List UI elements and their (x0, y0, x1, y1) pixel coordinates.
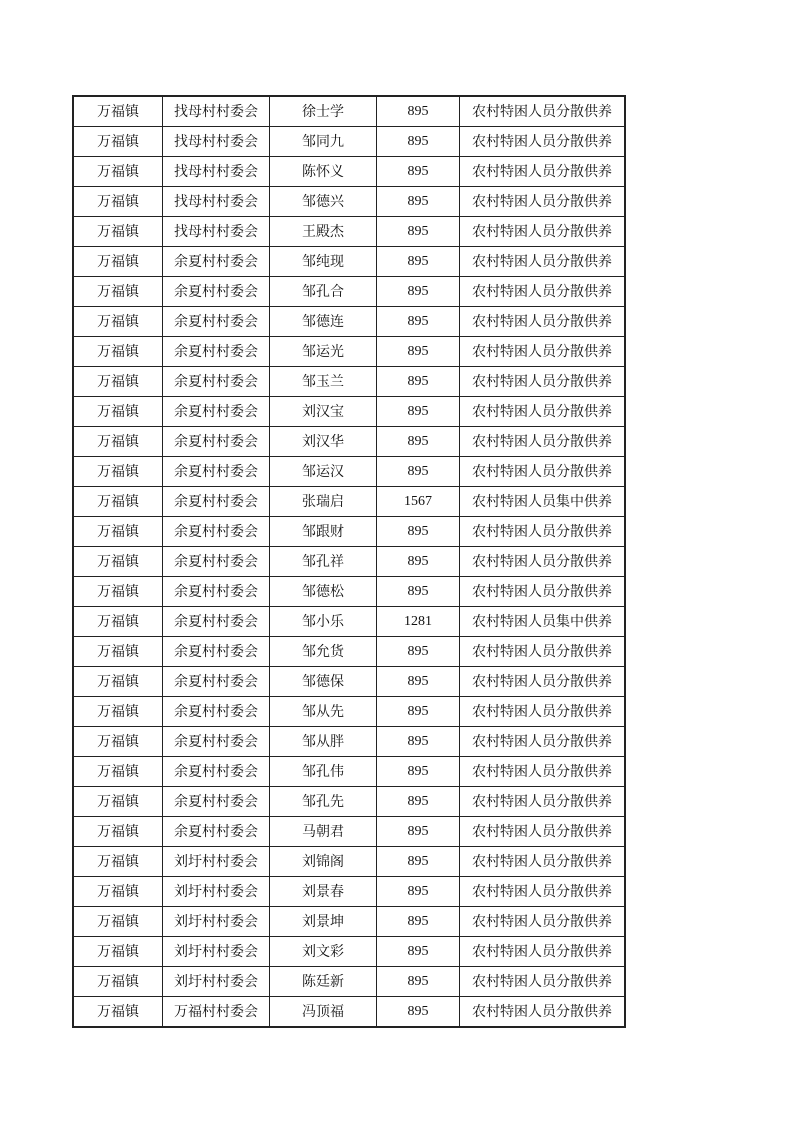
cell-village: 余夏村村委会 (163, 637, 270, 667)
cell-town: 万福镇 (73, 937, 163, 967)
cell-village: 刘圩村村委会 (163, 847, 270, 877)
cell-village: 余夏村村委会 (163, 667, 270, 697)
cell-village: 刘圩村村委会 (163, 937, 270, 967)
cell-village: 余夏村村委会 (163, 397, 270, 427)
cell-name: 刘景坤 (270, 907, 377, 937)
cell-amount: 895 (377, 247, 460, 277)
cell-amount: 895 (377, 457, 460, 487)
cell-village: 找母村村委会 (163, 127, 270, 157)
cell-amount: 895 (377, 877, 460, 907)
table-row (73, 367, 625, 397)
cell-town: 万福镇 (73, 307, 163, 337)
table-row (73, 967, 625, 997)
table-row (73, 277, 625, 307)
cell-town: 万福镇 (73, 757, 163, 787)
cell-name: 邹纯现 (270, 247, 377, 277)
cell-amount: 895 (377, 517, 460, 547)
cell-town: 万福镇 (73, 127, 163, 157)
cell-village: 余夏村村委会 (163, 457, 270, 487)
table-row (73, 907, 625, 937)
cell-name: 邹德松 (270, 577, 377, 607)
table-row (73, 667, 625, 697)
cell-village: 余夏村村委会 (163, 697, 270, 727)
cell-village: 找母村村委会 (163, 96, 270, 127)
cell-village: 余夏村村委会 (163, 427, 270, 457)
cell-type: 农村特困人员分散供养 (460, 247, 626, 277)
cell-town: 万福镇 (73, 397, 163, 427)
cell-name: 徐士学 (270, 96, 377, 127)
cell-village: 找母村村委会 (163, 187, 270, 217)
cell-village: 余夏村村委会 (163, 577, 270, 607)
cell-amount: 895 (377, 187, 460, 217)
table-row (73, 637, 625, 667)
table-row (73, 337, 625, 367)
cell-name: 邹德连 (270, 307, 377, 337)
cell-type: 农村特困人员集中供养 (460, 607, 626, 637)
table-row (73, 997, 625, 1028)
cell-town: 万福镇 (73, 157, 163, 187)
table-row (73, 247, 625, 277)
cell-town: 万福镇 (73, 667, 163, 697)
cell-town: 万福镇 (73, 817, 163, 847)
cell-village: 余夏村村委会 (163, 607, 270, 637)
cell-type: 农村特困人员分散供养 (460, 517, 626, 547)
cell-village: 余夏村村委会 (163, 817, 270, 847)
cell-type: 农村特困人员分散供养 (460, 367, 626, 397)
cell-town: 万福镇 (73, 877, 163, 907)
cell-type: 农村特困人员分散供养 (460, 457, 626, 487)
table-row (73, 127, 625, 157)
table-row (73, 607, 625, 637)
cell-town: 万福镇 (73, 217, 163, 247)
cell-town: 万福镇 (73, 697, 163, 727)
table-body (73, 96, 625, 1027)
cell-type: 农村特困人员分散供养 (460, 877, 626, 907)
cell-amount: 895 (377, 967, 460, 997)
cell-type: 农村特困人员分散供养 (460, 667, 626, 697)
cell-town: 万福镇 (73, 847, 163, 877)
cell-village: 余夏村村委会 (163, 547, 270, 577)
table-row (73, 157, 625, 187)
cell-village: 刘圩村村委会 (163, 877, 270, 907)
cell-type: 农村特困人员分散供养 (460, 397, 626, 427)
cell-amount: 895 (377, 697, 460, 727)
cell-type: 农村特困人员分散供养 (460, 637, 626, 667)
cell-type: 农村特困人员分散供养 (460, 847, 626, 877)
cell-amount: 895 (377, 757, 460, 787)
table-row (73, 96, 625, 127)
cell-type: 农村特困人员分散供养 (460, 727, 626, 757)
cell-village: 余夏村村委会 (163, 367, 270, 397)
table-row (73, 757, 625, 787)
cell-amount: 895 (377, 907, 460, 937)
cell-village: 余夏村村委会 (163, 247, 270, 277)
cell-name: 邹德兴 (270, 187, 377, 217)
cell-village: 余夏村村委会 (163, 787, 270, 817)
cell-town: 万福镇 (73, 727, 163, 757)
cell-name: 邹孔祥 (270, 547, 377, 577)
cell-name: 陈廷新 (270, 967, 377, 997)
cell-village: 余夏村村委会 (163, 517, 270, 547)
cell-type: 农村特困人员分散供养 (460, 967, 626, 997)
cell-town: 万福镇 (73, 787, 163, 817)
cell-town: 万福镇 (73, 96, 163, 127)
cell-town: 万福镇 (73, 487, 163, 517)
cell-town: 万福镇 (73, 427, 163, 457)
table-row (73, 937, 625, 967)
cell-type: 农村特困人员分散供养 (460, 907, 626, 937)
cell-type: 农村特困人员分散供养 (460, 757, 626, 787)
table-row (73, 427, 625, 457)
cell-amount: 895 (377, 787, 460, 817)
cell-name: 邹跟财 (270, 517, 377, 547)
cell-amount: 895 (377, 547, 460, 577)
cell-type: 农村特困人员分散供养 (460, 277, 626, 307)
cell-name: 马朝君 (270, 817, 377, 847)
table-row (73, 817, 625, 847)
table-row (73, 457, 625, 487)
table-row (73, 877, 625, 907)
cell-name: 张瑞启 (270, 487, 377, 517)
cell-amount: 895 (377, 157, 460, 187)
cell-type: 农村特困人员集中供养 (460, 487, 626, 517)
cell-village: 余夏村村委会 (163, 337, 270, 367)
cell-type: 农村特困人员分散供养 (460, 187, 626, 217)
cell-amount: 1567 (377, 487, 460, 517)
cell-town: 万福镇 (73, 607, 163, 637)
table-row (73, 517, 625, 547)
cell-town: 万福镇 (73, 457, 163, 487)
cell-name: 冯顶福 (270, 997, 377, 1028)
cell-type: 农村特困人员分散供养 (460, 127, 626, 157)
cell-village: 余夏村村委会 (163, 487, 270, 517)
cell-type: 农村特困人员分散供养 (460, 307, 626, 337)
cell-name: 邹从先 (270, 697, 377, 727)
cell-type: 农村特困人员分散供养 (460, 697, 626, 727)
cell-village: 余夏村村委会 (163, 307, 270, 337)
cell-type: 农村特困人员分散供养 (460, 817, 626, 847)
cell-town: 万福镇 (73, 337, 163, 367)
cell-name: 刘文彩 (270, 937, 377, 967)
table-row (73, 487, 625, 517)
beneficiary-table (72, 95, 626, 1028)
cell-type: 农村特困人员分散供养 (460, 157, 626, 187)
cell-amount: 895 (377, 127, 460, 157)
cell-amount: 895 (377, 277, 460, 307)
cell-amount: 895 (377, 307, 460, 337)
cell-town: 万福镇 (73, 247, 163, 277)
cell-type: 农村特困人员分散供养 (460, 577, 626, 607)
cell-name: 邹运汉 (270, 457, 377, 487)
cell-type: 农村特困人员分散供养 (460, 937, 626, 967)
table-row (73, 307, 625, 337)
cell-type: 农村特困人员分散供养 (460, 787, 626, 817)
cell-amount: 895 (377, 637, 460, 667)
cell-amount: 895 (377, 427, 460, 457)
cell-name: 邹小乐 (270, 607, 377, 637)
cell-name: 邹德保 (270, 667, 377, 697)
cell-amount: 895 (377, 727, 460, 757)
cell-type: 农村特困人员分散供养 (460, 547, 626, 577)
cell-town: 万福镇 (73, 637, 163, 667)
cell-village: 找母村村委会 (163, 217, 270, 247)
cell-amount: 895 (377, 367, 460, 397)
table-row (73, 547, 625, 577)
cell-name: 邹孔合 (270, 277, 377, 307)
cell-amount: 895 (377, 397, 460, 427)
cell-name: 邹从胖 (270, 727, 377, 757)
cell-amount: 895 (377, 577, 460, 607)
cell-village: 余夏村村委会 (163, 757, 270, 787)
cell-amount: 895 (377, 847, 460, 877)
cell-amount: 895 (377, 96, 460, 127)
cell-name: 邹同九 (270, 127, 377, 157)
cell-name: 刘汉华 (270, 427, 377, 457)
cell-amount: 1281 (377, 607, 460, 637)
cell-village: 刘圩村村委会 (163, 907, 270, 937)
cell-name: 邹孔伟 (270, 757, 377, 787)
cell-town: 万福镇 (73, 517, 163, 547)
cell-type: 农村特困人员分散供养 (460, 217, 626, 247)
cell-name: 邹运光 (270, 337, 377, 367)
cell-type: 农村特困人员分散供养 (460, 427, 626, 457)
cell-amount: 895 (377, 997, 460, 1028)
table-row (73, 187, 625, 217)
table-row (73, 577, 625, 607)
cell-town: 万福镇 (73, 187, 163, 217)
table-row (73, 847, 625, 877)
cell-name: 陈怀义 (270, 157, 377, 187)
cell-name: 刘汉宝 (270, 397, 377, 427)
cell-name: 邹允货 (270, 637, 377, 667)
cell-name: 邹孔先 (270, 787, 377, 817)
cell-name: 邹玉兰 (270, 367, 377, 397)
cell-name: 刘景春 (270, 877, 377, 907)
cell-town: 万福镇 (73, 367, 163, 397)
cell-type: 农村特困人员分散供养 (460, 997, 626, 1028)
cell-town: 万福镇 (73, 547, 163, 577)
cell-type: 农村特困人员分散供养 (460, 337, 626, 367)
cell-name: 王殿杰 (270, 217, 377, 247)
table-row (73, 697, 625, 727)
table-row (73, 727, 625, 757)
cell-village: 余夏村村委会 (163, 277, 270, 307)
cell-village: 万福村村委会 (163, 997, 270, 1028)
cell-amount: 895 (377, 337, 460, 367)
cell-town: 万福镇 (73, 577, 163, 607)
cell-town: 万福镇 (73, 967, 163, 997)
table-row (73, 397, 625, 427)
table-row (73, 217, 625, 247)
cell-type: 农村特困人员分散供养 (460, 96, 626, 127)
cell-town: 万福镇 (73, 277, 163, 307)
cell-amount: 895 (377, 937, 460, 967)
cell-amount: 895 (377, 817, 460, 847)
cell-amount: 895 (377, 667, 460, 697)
table-row (73, 787, 625, 817)
cell-village: 余夏村村委会 (163, 727, 270, 757)
cell-village: 找母村村委会 (163, 157, 270, 187)
cell-name: 刘锦阁 (270, 847, 377, 877)
cell-amount: 895 (377, 217, 460, 247)
cell-town: 万福镇 (73, 997, 163, 1028)
cell-village: 刘圩村村委会 (163, 967, 270, 997)
cell-town: 万福镇 (73, 907, 163, 937)
